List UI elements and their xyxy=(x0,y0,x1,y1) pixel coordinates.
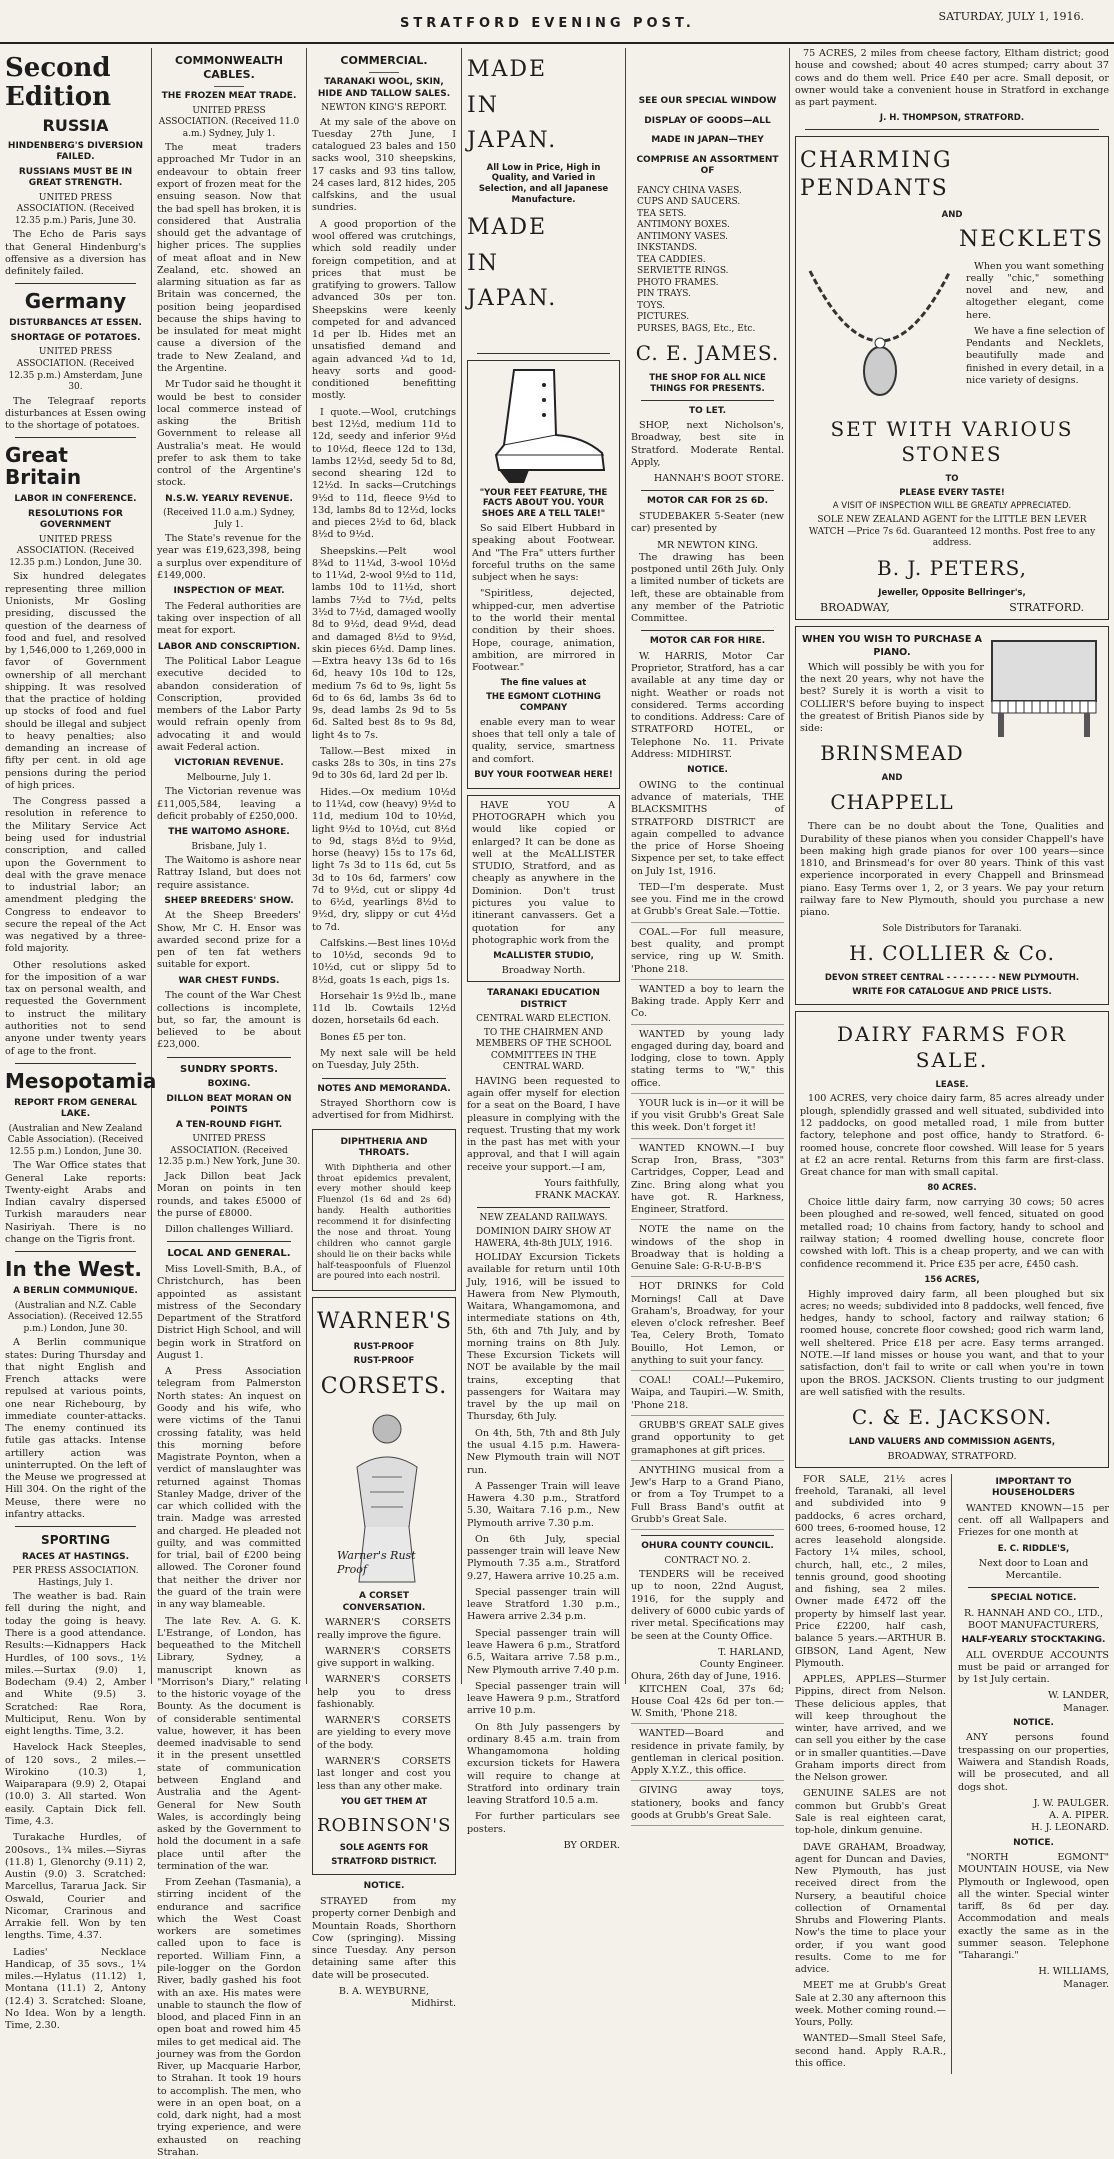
col6-right-ads xyxy=(958,1474,1109,2074)
window-item: ANTIMONY VASES. xyxy=(637,231,729,242)
window-items-list xyxy=(637,186,784,336)
piano-b2: CHAPPELL xyxy=(830,789,954,814)
column-5 xyxy=(626,48,790,1821)
spacer xyxy=(631,48,784,88)
commercial-body4: Sheepskins.—Pelt wool 8¾d to 11¼d, 3-wool 10½d to 11¼d, 2-wool 9½d to 11d, lambs 10d to 11½d, short lambs 7½d to 7½d, pelts 3½d to 7½d, damaged woolly 8d to 9½d, dead 9½d, dead and damaged 8½d to 9½d, skin pieces 6½d. Damp lines.—Extra heavy 13s 6d to 16s 6d, heavy 10s 10d to 12s, medium 7s 6d to 9s, light 5s 6d to 6s 6d, lambs 3s 6d to 9s, dead lambs 2s 9d to 5s 6d. Salted best 8s to 9s 8d, light 4s to 7s. xyxy=(312,545,456,741)
lander-title: Manager. xyxy=(1063,1702,1109,1714)
tared-sign: Yours faithfully, xyxy=(544,1177,620,1189)
sale-ad: FOR SALE, 21½ acres freehold, Taranaki, all level and subdivided into 9 paddocks, 6 acres orchard, 600 trees, 6-roomed house, 12 acres leasehold alongside. Factory 1¼ miles, school, church, hall, etc., 2 miles, tennis ground, good shooting and fishing, sea 2 miles. Owner made £472 off the property by himself last year. Price £2200, half cash, balance 5 years.—ARTHUR B. GIBSON, Land Agent, New Plymouth. xyxy=(795,1473,946,1669)
russia-sub2: RUSSIANS MUST BE IN GREAT STRENGTH. xyxy=(18,166,133,189)
peters-visit: A VISIT OF INSPECTION WILL BE GREATLY APPRECIATED. xyxy=(832,501,1072,512)
hannah-boot: BOOT MANUFACTURERS, xyxy=(968,1619,1099,1631)
notice-heading: NOTICE. xyxy=(363,1881,405,1892)
corset-figure-illustration xyxy=(337,1407,431,1587)
small-ad: COAL.—For full measure, best quality, and prompt service, ring up W. Smith. 'Phone 218. xyxy=(631,927,784,980)
dairy-body: 100 ACRES, very choice dairy farm, 85 acres already under plough, splendidly grassed and well situated, subdivided into 12 paddocks, on good metalled road, 1 mile from butter factory, telephone and post office, handy to Stratford. 6-roomed house, concrete floor cowshed. Will lease for 5 years at £2 an acre rental. Returns from this farm are first-class. Great chance for man with small capital. xyxy=(800,1093,1104,1179)
nsw-heading: N.S.W. YEARLY REVENUE. xyxy=(165,493,293,504)
small-ad: NOTE the name on the windows of the shop in Broadway that is holding a Genuine Sale: G-R-U-B-B'S xyxy=(631,1224,784,1277)
genuine-ad: GENUINE SALES are not common but Grubb's Great Sale is real eighteen carat, top-hole, dinkum genuine. xyxy=(795,1788,946,1837)
williams-title: Manager. xyxy=(1063,1978,1109,1990)
chest-body: The count of the War Chest collections is incomplete, but, so far, the amount is believed to be about £23,000. xyxy=(157,990,301,1051)
commercial-body2: A good proportion of the wool offered was crutchings, which sold readily under foreign competition, and at prices that must be gratifying to growers. Tallow advanced 30s per ton. Sheepskins were keenly competed for and advanced 1d per lb. Hides met an unsatisfied demand and again advanced ¼d to 1d, heavy sorts and good-conditioned benefitting mostly. xyxy=(312,218,456,402)
piano-b1: BRINSMEAD xyxy=(820,741,964,766)
local-body: Miss Lovell-Smith, B.A., of Christchurch, has been appointed as assistant mistress of the Secondary Department of the Stratford District High School, and will begin work in Stratford on August 1. xyxy=(157,1264,301,1361)
piano-and: AND xyxy=(881,772,903,783)
edition-title: Second Edition xyxy=(5,53,112,112)
west-credit: (Australian and N.Z. Cable Association). (Received 12.55 p.m.) London, June 30. xyxy=(7,1300,144,1334)
russia-body: The Echo de Paris says that General Hindenburg's offensive as a diversion has definitely failed. xyxy=(5,229,146,278)
commercial-body5: Tallow.—Best mixed in casks 28s to 30s, in tins 27s 9d to 30s 6d, lard 2d per lb. xyxy=(312,745,456,782)
sporting-body4: Ladies' Necklace Handicap, of 35 sovs., 1¼ miles.—Hylatus (11.12) 1, Montana (11.1) 2, Antony (12.4) 3. Scratched: Sloane, No Idea. Won by a length. Time, 2.30. xyxy=(5,1946,146,2032)
divider xyxy=(322,1078,446,1079)
sporting-body: The weather is bad. Rain fell during the night, and today the going is heavy. There is a good attendance. Results:—Kidnappers Hack Hurdles, of 100 sovs., 1½ miles.—Surtax (9.0) 1, Bodecham (9.4) 2, Amber and White (9.5) 3. Scratched: Rae Rora, Multiciput, Renu. Won by eight lengths. Time, 3.2. xyxy=(5,1591,146,1738)
piano-icon xyxy=(984,631,1104,741)
window-item: PICTURES. xyxy=(637,312,690,323)
trespass-notice-heading: NOTICE. xyxy=(1013,1717,1054,1728)
window-item: CUPS AND SAUCERS. xyxy=(637,197,741,208)
peters-left: BROADWAY, xyxy=(820,601,890,615)
commercial-body6: Hides.—Ox medium 10½d to 11¼d, cow (heavy) 9½d to 11d, medium 10d to 10½d, light 9½d to 10½d, cut 8½d to 9d, stags 8½d to 9½d, horse (heavy) 15s to 17s 6d, light 7s 3d to 11s 6d, cut 5s 3d to 10s 6d, farmers' cow 7d to 9½d, cut or slippy 4d to 6½d, yearlings 8½d to 9½d, dry, slippy or cut 4½d to 7d. xyxy=(312,786,456,933)
germany-heading: Germany xyxy=(24,289,127,314)
peters-please: PLEASE EVERY TASTE! xyxy=(899,487,1005,498)
dairy-body3: Highly improved dairy farm, all been ploughed but six acres; no weeds; subdivided into 8 paddocks, well fenced, five hedges, handy to school, factory and railway station; 6 roomed house, concrete floor cowshed; good rich warm land, well sheltered. Price £18 per acre. Easy terms arranged. NOTE.—If land misses or house you want, and that to your satisfaction, don't fail to write or call when you're in town upon the BROS. JACKSON. Clients trusting to our judgment are well satisfied with the results. xyxy=(800,1288,1104,1398)
overdue: ALL OVERDUE ACCOUNTS must be paid or arranged for by 1st July certain. xyxy=(958,1649,1109,1686)
meso-body: The War Office states that General Lake reports: Twenty-eight Arabs and Indian cavalry dispersed Turkish marauders near Nasiriyah. There is no change on the Tigris front. xyxy=(5,1160,146,1245)
warner-heading: WARNER'S xyxy=(317,1309,452,1335)
divider xyxy=(968,1587,1099,1588)
peters-name: B. J. PETERS, xyxy=(877,555,1027,580)
peters-h1: CHARMING PENDANTS xyxy=(800,148,953,202)
japan-l2: IN xyxy=(467,92,499,118)
small-ad: WANTED KNOWN.—I buy Scrap Iron, Brass, "303" Cartridges, Copper, Lead and Zinc. Bring along what you have got. R. Harkness, Engineer, Stratford. xyxy=(631,1143,784,1221)
vic-credit: Melbourne, July 1. xyxy=(186,772,272,783)
tared-heading: TARANAKI EDUCATION DISTRICT xyxy=(487,988,600,1010)
chest-heading: WAR CHEST FUNDS. xyxy=(178,975,280,986)
small-ad: WANTED by young lady engaged during day, board and lodging, close to town. Apply stating terms to "W," this office. xyxy=(631,1029,784,1094)
motor-heading: MOTOR CAR FOR 2S 6D. xyxy=(647,496,768,507)
trespass-body: ANY persons found trespassing on our properties, Waiwera and Standish Roads, will be prosecuted, and all dogs shot. xyxy=(958,1732,1109,1793)
dairy-heading: DAIRY FARMS FOR SALE. xyxy=(837,1022,1067,1072)
rail-body7: Special passenger train will leave Hawera 9 p.m., Stratford arrive 10 p.m. xyxy=(467,1680,620,1717)
trespass-s3: H. J. LEONARD. xyxy=(1031,1822,1109,1834)
small-ad: TED—I'm desperate. Must see you. Find me in the crowd at Grubb's Great Sale.—Tottie. xyxy=(631,882,784,923)
britain-body2: The Congress passed a resolution in reference to the Military Service Act being used for industrial conscription, and called upon the Government to deal with the grave menace to industrial labor; an amendment pledging the Congress to endeavor to secure the repeal of the Act was negatived by a three-fold majority. xyxy=(5,796,146,955)
column-6 xyxy=(790,48,1114,2070)
vic-body: The Victorian revenue was £11,005,584, leaving a deficit probably of £250,000. xyxy=(157,786,301,822)
warner-l2: WARNER'S CORSETS give support in walking. xyxy=(317,1645,451,1670)
small-ad: KITCHEN Coal, 37s 6d; House Coal 42s 6d per ton.—W. Smith, 'Phone 218. xyxy=(631,1684,784,1725)
local-heading: LOCAL AND GENERAL. xyxy=(167,1248,291,1260)
motor-body2: The drawing has been postponed until 26th July. Only a limited number of tickets are left, these are obtainable from any member of the Patriotic Committee. xyxy=(631,551,784,625)
sporting-heading: SPORTING xyxy=(41,1533,110,1548)
rail-body3: A Passenger Train will leave Hawera 4.30 p.m., Stratford 5.30, Waitara 7.16 p.m., New Plymouth arrive 7.30 p.m. xyxy=(467,1480,620,1529)
james-name: C. E. JAMES. xyxy=(635,341,780,366)
labor-body: The Political Labor League executive decided to abandon consideration of Conscription, provided members of the Labor Party would refrain openly from advocating it and would await Federal action. xyxy=(157,656,301,753)
rail-body5: Special passenger train will leave Stratford 1.30 p.m., Hawera arrive 2.34 p.m. xyxy=(467,1586,620,1623)
window-l1: SEE OUR SPECIAL WINDOW xyxy=(638,96,777,106)
germany-sub: DISTURBANCES AT ESSEN. xyxy=(9,318,142,329)
james-tag: THE SHOP FOR ALL NICE THINGS FOR PRESENTS. xyxy=(649,372,766,394)
collier-ad xyxy=(795,626,1109,1005)
local-body4: From Zeehan (Tasmania), a stirring incident of the endurance and sacrifice which the West Coast workers are sometimes called upon to face is reported. William Finn, a pile-logger on the Gordon River, badly gashed his foot with an axe. His mates were unable to staunch the flow of blood, and placed Finn in an open boat and rowed him 45 miles to get medical aid. The journey was from the Gordon River, up Macquarie Harbor, to Strahan. It took 19 hours to accomplish. The men, who were in an open boat, on a cold, dark night, had a most trying experience, and were exhausted on reaching Strahan. xyxy=(157,1877,301,2158)
commercial-sub2: NEWTON KING'S REPORT. xyxy=(321,103,447,114)
divider xyxy=(15,437,136,438)
rail-sub: DOMINION DAIRY SHOW AT HAWERA, 4th-8th JULY, 1916. xyxy=(474,1226,613,1249)
meat-body: The Federal authorities are taking over inspection of all meat for export. xyxy=(157,600,301,637)
dairy-ad xyxy=(795,1011,1109,1467)
japan-tag: All Low in Price, High in Quality, and Varied in Selection, and all Japanese Manufacture. xyxy=(478,162,609,206)
sundry-credit: UNITED PRESS ASSOCIATION. (Received 12.35 p.m.) New York, June 30. xyxy=(157,1134,301,1168)
peters-sub: Jeweller, Opposite Bellringer's, xyxy=(878,587,1026,598)
peters-h2: NECKLETS xyxy=(959,227,1104,253)
west-heading: In the West. xyxy=(5,1257,142,1282)
window-item: ANTIMONY BOXES. xyxy=(637,220,730,231)
divider xyxy=(15,1251,136,1252)
piano-body: Which will possibly be with you for the next 20 years, why not have the best? Surely it is worth a visit to COLLIER'S before buying to inspect the greatest of British Pianos side by side: xyxy=(800,661,984,735)
issue-date: SATURDAY, JULY 1, 1916. xyxy=(938,10,1084,23)
window-item: SERVIETTE RINGS. xyxy=(637,266,729,277)
riddle-name: E. C. RIDDLE'S, xyxy=(997,1543,1070,1554)
window-l3: MADE IN JAPAN—THEY xyxy=(651,135,764,146)
photo-studio: McALLISTER STUDIO, xyxy=(493,951,594,962)
divider xyxy=(15,283,136,284)
cables-body: The meat traders approached Mr Tudor in an endeavour to obtain freer export of frozen meat for the ensuing season. Now that the bad spell has broken, it is considered that Australia should get the advantage of higher prices. The supplies of meat afloat and in New Zealand, etc. showed an alarming situation as far as Britain was concerned, the position being jeopardised because the ships having to be insulated for meat might cause a diversion of the trade to New Zealand, and the Argentine. xyxy=(157,142,301,374)
warner-agents: SOLE AGENTS FOR xyxy=(339,1842,429,1853)
householders-heading: IMPORTANT TO HOUSEHOLDERS xyxy=(991,1476,1076,1499)
divider xyxy=(641,1535,774,1536)
peters-body2: We have a fine selection of Pendants and Necklets, beautifully made and finished in every detail, in a nice variety of designs. xyxy=(966,325,1104,386)
sundry-sub2: DILLON BEAT MORAN ON POINTS xyxy=(166,1093,292,1116)
commercial-body10: My next sale will be held on Tuesday, July 25th. xyxy=(312,1048,456,1072)
small-ad: GIVING away toys, stationery, books and fancy goods at Grubb's Great Sale. xyxy=(631,1785,784,1826)
column-2 xyxy=(152,48,307,2158)
tolet-sign: HANNAH'S BOOT STORE. xyxy=(653,473,784,485)
cables-heading: COMMONWEALTH CABLES. xyxy=(175,54,283,82)
motor-name: MR NEWTON KING. xyxy=(657,539,758,551)
window-item: PIN TRAYS. xyxy=(637,289,691,300)
warner-line3: CORSETS. xyxy=(320,1374,448,1400)
window-item: FANCY CHINA VASES. xyxy=(637,185,742,196)
sundry-body2: Dillon challenges Williard. xyxy=(165,1224,294,1236)
divider xyxy=(641,630,774,631)
collier-name: H. COLLIER & Co. xyxy=(849,941,1055,966)
piano-dist: Sole Distributors for Taranaki. xyxy=(882,923,1022,934)
japan-l1: MADE xyxy=(467,57,548,82)
column-4 xyxy=(462,48,626,1851)
waitomo-credit: Brisbane, July 1. xyxy=(191,841,267,852)
cables-body2: Mr Tudor said he thought it would be best to consider local commerce instead of asking the British Government to release all Australia's meat. He would prefer to ask them to take control of the Argentine's stock. xyxy=(157,379,301,489)
sundry-heading: SUNDRY SPORTS. xyxy=(180,1063,278,1075)
rail-body6: Special passenger train will leave Hawera 6 p.m., Stratford 6.5, Waitara arrive 7.58 p.m., New Plymouth arrive 7.40 p.m. xyxy=(467,1627,620,1676)
jackson-name: C. & E. JACKSON. xyxy=(851,1405,1053,1430)
hire-heading: MOTOR CAR FOR HIRE. xyxy=(649,636,766,647)
small-ad: WANTED—Board and residence in private family, by gentleman in clerical position. Apply X.Y.Z., this office. xyxy=(631,1728,784,1781)
lander-name: W. LANDER, xyxy=(1048,1690,1109,1702)
meso-credit: (Australian and New Zealand Cable Association). (Received 12.55 p.m.) London, June 30. xyxy=(7,1123,144,1157)
waitomo-body: The Waitomo is ashore near Rattray Island, but does not require assistance. xyxy=(157,855,301,891)
peters-body: When you want something really "chic," something novel and new, and altogether elegant, come here. xyxy=(966,260,1104,321)
britain-credit: UNITED PRESS ASSOCIATION. (Received 12.35 p.m.) London, June 30. xyxy=(9,534,142,568)
west-sub: A BERLIN COMMUNIQUE. xyxy=(13,1286,138,1297)
divider xyxy=(214,86,244,87)
cables-sub: THE FROZEN MEAT TRADE. xyxy=(161,91,297,102)
jackson-place: BROADWAY, STRATFORD. xyxy=(887,1450,1017,1462)
small-ad: HOT DRINKS for Cold Mornings! Call at Dave Graham's, Broadway, for your eleven o'clock refresher. Beef Tea, Celery Broth, Tomato Bouillo, Hot Lemon, or anything to suit your fancy. xyxy=(631,1281,784,1371)
divider xyxy=(477,1207,610,1208)
britain-sub: LABOR IN CONFERENCE. xyxy=(14,494,137,505)
meso-heading: Mesopotamia xyxy=(5,1068,157,1093)
warner-dist: STRATFORD DISTRICT. xyxy=(331,1856,437,1867)
sundry-sub: BOXING. xyxy=(207,1079,251,1090)
commercial-body: At my sale of the above on Tuesday 27th June, I catalogued 23 bales and 150 sacks wool, 310 sheepskins, 17 casks and 93 tins tallow, 24 cases lard, 812 hides, 205 calfskins, and the usual sundries. xyxy=(312,116,456,214)
nsw-credit: (Received 11.0 a.m.) Sydney, July 1. xyxy=(163,508,295,530)
small-ad: WANTED a boy to learn the Baking trade. Apply Kerr and Co. xyxy=(631,984,784,1025)
window-l4: COMPRISE AN ASSORTMENT OF xyxy=(636,154,779,177)
local-body2: A Press Association telegram from Palmerston North states: An inquest on Goody and his wife, who were victims of the Tanui crossing fatality, was held this morning before Magistrate Poynton, when a verdict of manslaughter was returned against Thomas Stanley Madge, driver of the car which collided with the train. Madge was arrested and charged. He pleaded not guilty, and was committed for trial, bail of £200 being allowed. The Coroner found that neither the driver nor the guard of the train were in any way blameable. xyxy=(157,1366,301,1611)
britain-heading: Great Britain xyxy=(5,443,82,490)
boot-company: THE EGMONT CLOTHING COMPANY xyxy=(486,692,601,714)
acres-body: 75 ACRES, 2 miles from cheese factory, Eltham district; good house and cowshed; about 40 acres stumped; carry about 37 cows and do them well. Price £40 per acre. Small deposit, or owner would take a convenient house in Stratford in exchange as part payment. xyxy=(795,48,1109,109)
cables-credit: UNITED PRESS ASSOCIATION. (Received 11.0 a.m.) Sydney, July 1. xyxy=(158,105,300,139)
warners-ad xyxy=(312,1297,456,1875)
hannah-name: R. HANNAH AND CO., LTD., xyxy=(963,1607,1104,1619)
dave-ad: DAVE GRAHAM, Broadway, agent for Duncan and Davies, New Plymouth, has just received direct from the Nursery, a beautiful choice collection of Ornamental Shrubs and Flowering Plants. Now's the time to place your order, if you want good results. Come to me for advice. xyxy=(795,1841,946,1976)
west-body: A Berlin communique states: During Thursday and that night English and French attacks were repulsed at various points, one near Richebourg, by immediate counter-attacks. The enemy continued its futile gas attacks. Intense artillery action was uninterrupted. On the left of the Meuse we progressed at Hill 304. On the right of the Meuse, there were no infantry attacks. xyxy=(5,1337,146,1521)
warner-l1: WARNER'S CORSETS really improve the figure. xyxy=(317,1617,451,1641)
britain-sub2: RESOLUTIONS FOR GOVERNMENT xyxy=(28,508,123,531)
russia-sub1: HINDENBERG'S DIVERSION FAILED. xyxy=(7,140,144,163)
vic-heading: VICTORIAN REVENUE. xyxy=(174,758,284,769)
japan-l4: MADE xyxy=(467,215,548,240)
warner-sub: A CORSET CONVERSATION. xyxy=(342,1591,426,1613)
commercial-body7: Calfskins.—Best lines 10½d to 10½d, seconds 9d to 10½d, cut or slippy 5d to 8½d, goats 1s each, pigs 1s. xyxy=(312,937,456,986)
russia-heading: RUSSIA xyxy=(42,116,109,136)
tared-sub: CENTRAL WARD ELECTION. xyxy=(476,1014,611,1025)
warner-l3: WARNER'S CORSETS help you to dress fashionably. xyxy=(317,1674,451,1710)
germany-credit: UNITED PRESS ASSOCIATION. (Received 12.35 p.m.) Amsterdam, June 30. xyxy=(8,347,143,393)
small-ad: ANYTHING musical from a Jew's Harp to a Grand Piano, or from a Toy Trumpet to a Full Brass Band's outfit at Grubb's Great Sale. xyxy=(631,1465,784,1530)
photo-body: HAVE YOU A PHOTOGRAPH which you would like copied or enlarged? It can be done as well at the McALLISTER STUDIO, Stratford, and as cheaply as anywhere in the Dominion. Don't trust pictures you value to itinerant canvassers. Get a quotation for any photographic work from the xyxy=(472,799,615,946)
rail-body9: For further particulars see posters. xyxy=(467,1811,620,1835)
stocktaking: HALF-YEARLY STOCKTAKING. xyxy=(961,1635,1106,1646)
sporting-credit: PER PRESS ASSOCIATION. Hastings, July 1. xyxy=(12,1566,139,1588)
dairy-h3: 156 ACRES, xyxy=(924,1274,980,1285)
egmont-body: "NORTH EGMONT" MOUNTAIN HOUSE, via New Plymouth or Inglewood, open all the winter. Special winter tariff, 8s 6d per day. Accommodation and meals exactly the same as in the summer season. Telephone "Taharangi." xyxy=(958,1852,1109,1962)
divider xyxy=(167,1241,291,1242)
peters-and: AND xyxy=(941,209,963,220)
warner-l4: WARNER'S CORSETS are yielding to every move of the body. xyxy=(317,1715,451,1751)
dairy-body2: Choice little dairy farm, now carrying 30 cows; 50 acres been ploughed and re-sowed, well fenced, situated on good metalled road; 10 chains from factory, handy to school and railway station; 4 roomed dwelling house, concrete floor cowshed with loft. This is a cheap property, and we can with confidence recommend it. Price £35 per acre, £450 cash. xyxy=(800,1197,1104,1270)
diph-heading: DIPHTHERIA AND THROATS. xyxy=(340,1136,428,1159)
divider xyxy=(641,490,774,491)
labor-heading: LABOR AND CONSCRIPTION. xyxy=(157,641,301,652)
russia-credit: UNITED PRESS ASSOCIATION. (Received 12.35 p.m.) Paris, June 30. xyxy=(14,192,137,226)
apples-ad: APPLES, APPLES—Sturmer Pippins, direct from Nelson. These delicious apples, that will keep throughout the winter, have arrived, and we can sell you either by the case or in smaller quantities.—Dave Graham imports direct from the Nelson grower. xyxy=(795,1674,946,1784)
tolet-body: SHOP, next Nicholson's, Broadway, best site in Stratford. Moderate Rental. Apply, xyxy=(631,420,784,468)
acres-sign: J. H. THOMPSON, STRATFORD. xyxy=(879,113,1025,124)
warner-l5: WARNER'S CORSETS last longer and cost you less than any other make. xyxy=(317,1756,451,1792)
piano-body2: There can be no doubt about the Tone, Qualities and Durability of these pianos when you consider Chappell's have been making high grade pianos for over 100 years—since 1810, and Brinsmead's for over 80 years. Think of this vast experience incorporated in every Chappell and Brinsmead piano. Easy Terms over 1, 2, or 3 years. We pay your return railway fare to New Plymouth, should you purchase a new piano. xyxy=(800,821,1104,919)
rail-sign: BY ORDER. xyxy=(563,1839,620,1851)
trespass-s2: A. A. PIPER. xyxy=(1048,1810,1109,1822)
dairy-lease: LEASE. xyxy=(935,1079,969,1090)
riddle-next: Next door to Loan and Mercantile. xyxy=(978,1557,1089,1581)
rail-heading: NEW ZEALAND RAILWAYS. xyxy=(479,1213,608,1224)
sporting-body3: Turakache Hurdles, of 200sovs., 1¾ miles.—Siyras (11.8) 1, Glenorchy (9.11) 2, Austin (9.0) 3. Scratched: Marcellus, Tararua Jack. Sir Oswald, Courier and Nicomar, Crarinous and Arrakie fell. Won by ten lengths. Time, 4.37. xyxy=(5,1832,146,1942)
britain-body3: Other resolutions asked for the imposition of a war tax on personal wealth, and requested the Government to instruct the military authorities not to send anyone under twenty years of age to the front. xyxy=(5,959,146,1057)
householders-body: WANTED KNOWN—15 per cent. off all Wallpapers and Friezes for one month at xyxy=(958,1502,1109,1539)
column-1 xyxy=(0,48,157,2032)
blacksmith-notice-body: OWING to the continual advance of materials, THE BLACKSMITHS of STRATFORD DISTRICT are again compelled to advance the price of Horse Shoeing Sixpence per set, to take effect on July 1st, 1916. xyxy=(631,779,784,877)
warner-logo: Warner's Rust Proof xyxy=(337,1549,416,1577)
hire-body: W. HARRIS, Motor Car Proprietor, Stratford, has a car available at any time day or night. Weather or roads not considered. Terms according to conditions. Address: Care of STRATFORD HOTEL, or Telephone No. 11. Private Address: MIDHIRST. xyxy=(631,650,784,761)
window-item: TEA CADDIES. xyxy=(637,254,706,265)
boot-caption: "YOUR FEET FEATURE, THE FACTS ABOUT YOU. YOUR SHOES ARE A TELL TALE!" xyxy=(479,487,608,520)
rail-body8: On 8th July passengers by ordinary 8.45 a.m. train from Whangamomona holding excursion tickets for Hawera will require to change at Stratford into ordinary train leaving Stratford 10.5 a.m. xyxy=(467,1721,620,1807)
masthead xyxy=(0,0,1114,44)
trespass-s1: J. W. PAULGER. xyxy=(1033,1797,1109,1809)
safe-ad: WANTED—Small Steel Safe, second hand. Apply R.A.R., this office. xyxy=(795,2033,946,2070)
peters-to: TO xyxy=(945,473,959,484)
notice-body: STRAYED from my property corner Denbigh and Mountain Roads, Shorthorn Cow (springing). Missing since Tuesday. Any person detaining same after this date will be prosecuted. xyxy=(312,1895,456,1981)
egmont-notice-heading: NOTICE. xyxy=(1013,1837,1054,1848)
window-item: INKSTANDS. xyxy=(637,243,698,254)
rail-body2: On 4th, 5th, 7th and 8th July the usual 4.15 p.m. Hawera-New Plymouth train will NOT run. xyxy=(467,1427,620,1476)
motor-body: STUDEBAKER 5-Seater (new car) presented by xyxy=(631,510,784,535)
small-ads-list-2 xyxy=(631,1684,784,1827)
warner-shop: ROBINSON'S xyxy=(317,1814,452,1836)
jackson-sub: LAND VALUERS AND COMMISSION AGENTS, xyxy=(848,1436,1056,1447)
tared-name: FRANK MACKAY. xyxy=(535,1190,620,1202)
rail-body4: On 6th July, special passenger train will leave New Plymouth 7.35 a.m., Stratford 9.27, Hawera arrive 10.25 a.m. xyxy=(467,1533,620,1582)
meso-sub: REPORT FROM GENERAL LAKE. xyxy=(14,1097,137,1120)
boot-body2: "Spiritless, dejected, whipped-cur, men advertise to the world their mental condition by their shoes. Hope, courage, animation, ambition, are mirrored in Footwear." xyxy=(472,588,615,674)
window-l2: DISPLAY OF GOODS—ALL xyxy=(644,115,771,126)
divider xyxy=(477,353,610,354)
notes-body: Strayed Shorthorn cow is advertised for from Midhirst. xyxy=(312,1098,456,1122)
divider xyxy=(15,1526,136,1527)
peters-h3: SET WITH VARIOUS STONES xyxy=(830,416,1074,467)
diphtheria-ad xyxy=(312,1129,456,1292)
warner-line2: RUST-PROOF xyxy=(353,1356,415,1367)
sheep-body: At the Sheep Breeders' Show, Mr C. H. Ensor was awarded second prize for a pen of ten fat wethers suitable for export. xyxy=(157,910,301,971)
window-item: PHOTO FRAMES. xyxy=(637,277,719,288)
germany-body: The Telegraaf reports disturbances at Essen owing to the shortage of potatoes. xyxy=(5,395,146,432)
sporting-sub: RACES AT HASTINGS. xyxy=(21,1551,130,1562)
notice-sign: B. A. WEYBURNE, xyxy=(338,1985,430,1997)
tared-body: HAVING been requested to again offer myself for election for a seat on the Board, I have pleasure in complying with the request. Trusting that my work in the past has met with your approval, and that I will again receive your support.—I am, xyxy=(467,1075,620,1173)
peters-ad xyxy=(795,136,1109,620)
ohura-heading: OHURA COUNTY COUNCIL. xyxy=(641,1541,774,1552)
commercial-sub: TARANAKI WOOL, SKIN, HIDE AND TALLOW SALES. xyxy=(317,77,451,99)
small-ad: GRUBB'S GREAT SALE gives grand opportunity to get gramaphones at gift prices. xyxy=(631,1420,784,1461)
divider xyxy=(369,72,399,73)
necklace-icon xyxy=(800,261,960,411)
local-body3: The late Rev. A. G. K. L'Estrange, of London, has bequeathed to the Mitchell Library, Sydney, a manuscript known as "Morrison's Diary," relating to the historic voyage of the Bounty. As the document is of considerable sentimental value, however, it has been deemed inadvisable to send it in the present unsettled state of communication between England and Australia and the Agent-General for New South Wales, is accordingly being asked by the Government to hold the document in a safe place until after the termination of the war. xyxy=(157,1615,301,1872)
warner-line1: RUST-PROOF xyxy=(353,1342,415,1353)
piano-heading: WHEN YOU WISH TO PURCHASE A PIANO. xyxy=(801,634,983,658)
photo-place: Broadway North. xyxy=(501,964,586,976)
ohura-body: TENDERS will be received up to noon, 22nd August, 1916, for the supply and delivery of 6000 cubic yards of river metal. Specifications may be seen at the County Office. xyxy=(631,1569,784,1642)
britain-body: Six hundred delegates representing three million Unionists, Mr Gosling presiding, discussed the question of the dearness of food and fuel, and resolved by 1,546,000 to 1,269,000 in favor of Government ownership of all merchant shipping. It was resolved that the practice of holding up stocks of food and fuel should be illegal and subject to heavy penalties; also demanding an increase of fifty per cent. in old age pensions during the period of high prices. xyxy=(5,571,146,791)
small-ad: YOUR luck is in—or it will be if you visit Grubb's Great Sale this week. Don't forget it! xyxy=(631,1098,784,1139)
nsw-body: The State's revenue for the year was £19,623,398, being a surplus over expenditure of £149,000. xyxy=(157,533,301,581)
tolet-heading: TO LET. xyxy=(689,405,726,416)
blacksmith-notice-heading: NOTICE. xyxy=(687,765,728,776)
japan-l6: JAPAN. xyxy=(467,286,558,311)
sporting-body2: Havelock Hack Steeples, of 120 sovs., 2 miles.—Wirokino (10.3) 1, Waiparapara (9.9) 2, Otapai (10.0) 3. All started. Won easily. Captain Dick fell. Time, 4.3. xyxy=(5,1742,146,1827)
commercial-heading: COMMERCIAL. xyxy=(340,54,428,67)
commercial-body3: I quote.—Wool, crutchings best 12½d, medium 11d to 12d, seedy and inferior 9½d to 10½d, fleece 12d to 13d, lambs 12½d, seedy 5d to 8d, second shearing 12d to 12½d. In sacks—Crutchings 9½d to 11d, fleece 9½d to 13d, lambs 8d to 12½d, locks and pieces 2½d to 6d, black 8½d to 9½d. xyxy=(312,406,456,541)
window-item: PURSES, BAGS, Etc., Etc. xyxy=(637,323,756,334)
notes-heading: NOTES AND MEMORANDA. xyxy=(317,1083,451,1094)
boot-values: The fine values at xyxy=(500,678,587,689)
col6-left-ads xyxy=(795,1474,952,2074)
column-3 xyxy=(307,48,462,2010)
germany-sub2: SHORTAGE OF POTATOES. xyxy=(10,332,141,343)
williams-name: H. WILLIAMS, xyxy=(1038,1966,1109,1978)
notice-place: Midhirst. xyxy=(411,1998,456,2010)
window-item: TEA SETS. xyxy=(637,208,687,219)
tared-sub2: TO THE CHAIRMEN AND MEMBERS OF THE SCHOOL COMMITTEES IN THE CENTRAL WARD. xyxy=(475,1027,612,1073)
ohura-date: Ohura, 26th day of June, 1916. xyxy=(631,1671,782,1683)
ohura-sign: T. HARLAND, xyxy=(718,1646,784,1658)
sundry-body: Jack Dillon beat Jack Moran on points in ten rounds, and takes £5000 of the purse of £8000. xyxy=(157,1170,301,1219)
sheep-heading: SHEEP BREEDERS' SHOW. xyxy=(164,895,294,906)
ohura-sub: CONTRACT NO. 2. xyxy=(664,1555,751,1566)
special-notice-heading: SPECIAL NOTICE. xyxy=(990,1593,1077,1604)
small-ad: COAL! COAL!—Pukemiro, Waipa, and Taupiri.—W. Smith, 'Phone 218. xyxy=(631,1375,784,1416)
divider xyxy=(805,129,1099,130)
boot-body: So said Elbert Hubbard in speaking about Footwear. And "The Fra" utters further forceful truths on the same subject when he says: xyxy=(472,523,615,584)
photo-ad xyxy=(467,795,620,982)
boot-icon xyxy=(474,365,614,485)
peters-agent: SOLE NEW ZEALAND AGENT for the LITTLE BEN LEVER WATCH —Price 7s 6d. Guaranteed 12 months. Post free to any address. xyxy=(808,515,1096,549)
commercial-body8: Horsehair 1s 9½d lb., mane 11d lb. Cowtails 12½d dozen, horsetails 6d each. xyxy=(312,990,456,1027)
divider xyxy=(167,1057,291,1058)
rail-body: HOLIDAY Excursion Tickets available for return until 10th July, 1916, will be issued to Hawera from New Plymouth, Waitara, Whangamomona, and intermediate stations on 4th, 5th, 6th and 7th July, and by morning trains on 8th July. These Excursion Tickets will NOT be available by the mail trains, excepting that passengers for Waitara may travel by the up mail on Thursday, 6th July. xyxy=(467,1252,620,1423)
japan-l5: IN xyxy=(467,250,499,276)
japan-l3: JAPAN. xyxy=(467,128,558,153)
collier-write: WRITE FOR CATALOGUE AND PRICE LISTS. xyxy=(852,986,1052,997)
small-ads-list xyxy=(631,882,784,1530)
warner-get: YOU GET THEM AT xyxy=(340,1796,428,1807)
meat-heading: INSPECTION OF MEAT. xyxy=(173,586,285,597)
peters-right: STRATFORD. xyxy=(1009,601,1084,615)
window-item: TOYS. xyxy=(637,300,666,311)
sundry-sub3: A TEN-ROUND FIGHT. xyxy=(175,1119,283,1130)
boot-buy: BUY YOUR FOOTWEAR HERE! xyxy=(474,770,613,780)
ohura-title: County Engineer. xyxy=(699,1659,784,1671)
boot-body3: enable every man to wear shoes that tell only a tale of quality, service, smartness and comfort. xyxy=(472,716,615,765)
boot-ad xyxy=(467,360,620,789)
waitomo-heading: THE WAITOMO ASHORE. xyxy=(168,827,290,838)
divider xyxy=(15,1063,136,1064)
divider xyxy=(641,400,774,401)
meet-ad: MEET me at Grubb's Great Sale at 2.30 any afternoon this week. Mother coming round.—Yours, Polly. xyxy=(795,1980,946,2029)
collier-street: DEVON STREET CENTRAL - - - - - - - - NEW PLYMOUTH. xyxy=(824,972,1080,983)
dairy-h2: 80 ACRES. xyxy=(927,1183,977,1194)
newspaper-name: STRATFORD EVENING POST. xyxy=(400,16,695,31)
commercial-body9: Bones £5 per ton. xyxy=(320,1031,407,1043)
diph-body: With Diphtheria and other throat epidemics prevalent, every mother should keep Fluenzol (1s 6d and 2s 6d) handy. Health authorities recommend it for disinfecting the nose and throat. Young children who cannot gargle should lie on their backs while half-teaspoonfuls of Fluenzol are poured into each nostril. xyxy=(317,1162,451,1282)
